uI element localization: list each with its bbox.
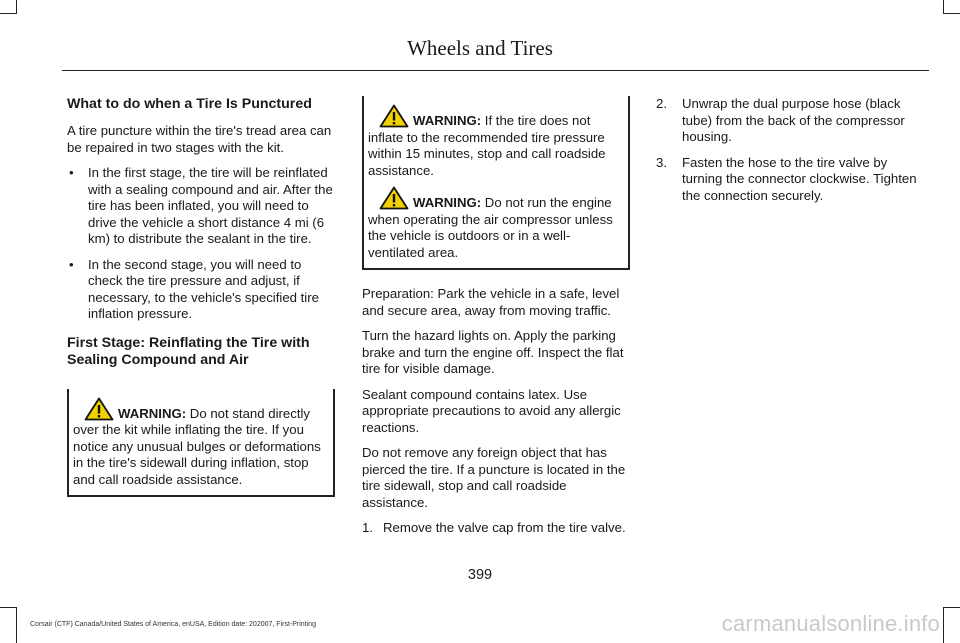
warning-paragraph	[368, 186, 624, 261]
step-text: Unwrap the dual purpose hose (black tube) from the back of the compressor housing.	[682, 96, 905, 144]
step-list	[362, 520, 630, 537]
list-item: • In the second stage, you will need to check the tire pressure and adjust, if necessary, to the vehicle's specified tire inflation pressure.	[67, 257, 335, 323]
body-paragraph: Preparation: Park the vehicle in a safe, level and secure area, away from moving traffic.	[362, 286, 620, 318]
body-paragraph: Turn the hazard lights on. Apply the parking brake and turn the engine off. Inspect the flat tire for visible damage.	[362, 328, 624, 376]
edition-footer: Corsair (CTF) Canada/United States of America, enUSA, Edition date: 202007, First-Printing	[30, 621, 316, 628]
warning-box	[67, 389, 335, 498]
watermark: carmanualsonline.info	[721, 611, 940, 636]
step-list	[656, 96, 928, 204]
list-item: • In the first stage, the tire will be reinflated with a sealing compound and air. After the tire has been inflated, you will need to drive the vehicle a short distance 4 mi (6 km) to distribute the sealant in the tire.	[67, 165, 335, 248]
warning-paragraph	[73, 397, 329, 489]
crop-mark	[0, 13, 17, 14]
column-right	[656, 96, 928, 213]
column-left	[67, 96, 335, 511]
column-middle	[362, 96, 630, 546]
crop-mark	[943, 607, 960, 608]
section-heading: First Stage: Reinflating the Tire with Sealing Compound and Air	[67, 334, 310, 368]
body-paragraph: Sealant compound contains latex. Use appropriate precautions to avoid any allergic reactions.	[362, 386, 621, 435]
section-heading: What to do when a Tire Is Punctured	[67, 96, 312, 112]
warning-triangle-icon	[84, 397, 114, 421]
warning-label: WARNING:	[413, 113, 482, 128]
warning-label: WARNING:	[413, 195, 482, 210]
page-number: 399	[467, 567, 493, 583]
list-item	[656, 96, 928, 146]
header-rule	[62, 70, 929, 71]
warning-text: Do not stand directly over the kit while inflating the tire. If you notice any unusual bulges or deformations in the tire's sidewall during inflation, stop and call roadside assistance.	[73, 405, 321, 487]
crop-mark	[16, 607, 17, 643]
step-number: 1.	[362, 520, 373, 535]
crop-mark	[943, 607, 944, 643]
list-item	[362, 520, 630, 537]
warning-text: Do not run the engine when operating the air compressor unless the vehicle is outdoors or in a well-ventilated area.	[368, 195, 613, 260]
warning-triangle-icon	[379, 186, 409, 210]
crop-mark	[943, 13, 960, 14]
bullet-list	[67, 165, 335, 323]
warning-paragraph	[368, 104, 624, 179]
warning-label: WARNING:	[118, 405, 187, 421]
step-number: 3.	[656, 154, 667, 170]
body-paragraph: Do not remove any foreign object that has pierced the tire. If a puncture is located in the tire sidewall, stop and call roadside assistance.	[362, 445, 626, 510]
list-item	[656, 155, 928, 205]
crop-mark	[0, 607, 17, 608]
step-text: Remove the valve cap from the tire valve.	[383, 520, 626, 535]
warning-text: If the tire does not inflate to the recommended tire pressure within 15 minutes, stop and call roadside assistance.	[368, 113, 606, 178]
warning-triangle-icon	[379, 104, 409, 128]
step-number: 2.	[656, 96, 667, 111]
page-title: Wheels and Tires	[407, 36, 553, 60]
crop-mark	[943, 0, 944, 14]
warning-box	[362, 96, 630, 270]
intro-paragraph: A tire puncture within the tire's tread area can be repaired in two stages with the kit.	[67, 123, 332, 155]
crop-mark	[16, 0, 17, 14]
step-text: Fasten the hose to the tire valve by turning the connector clockwise. Tighten the connection securely.	[682, 154, 917, 203]
